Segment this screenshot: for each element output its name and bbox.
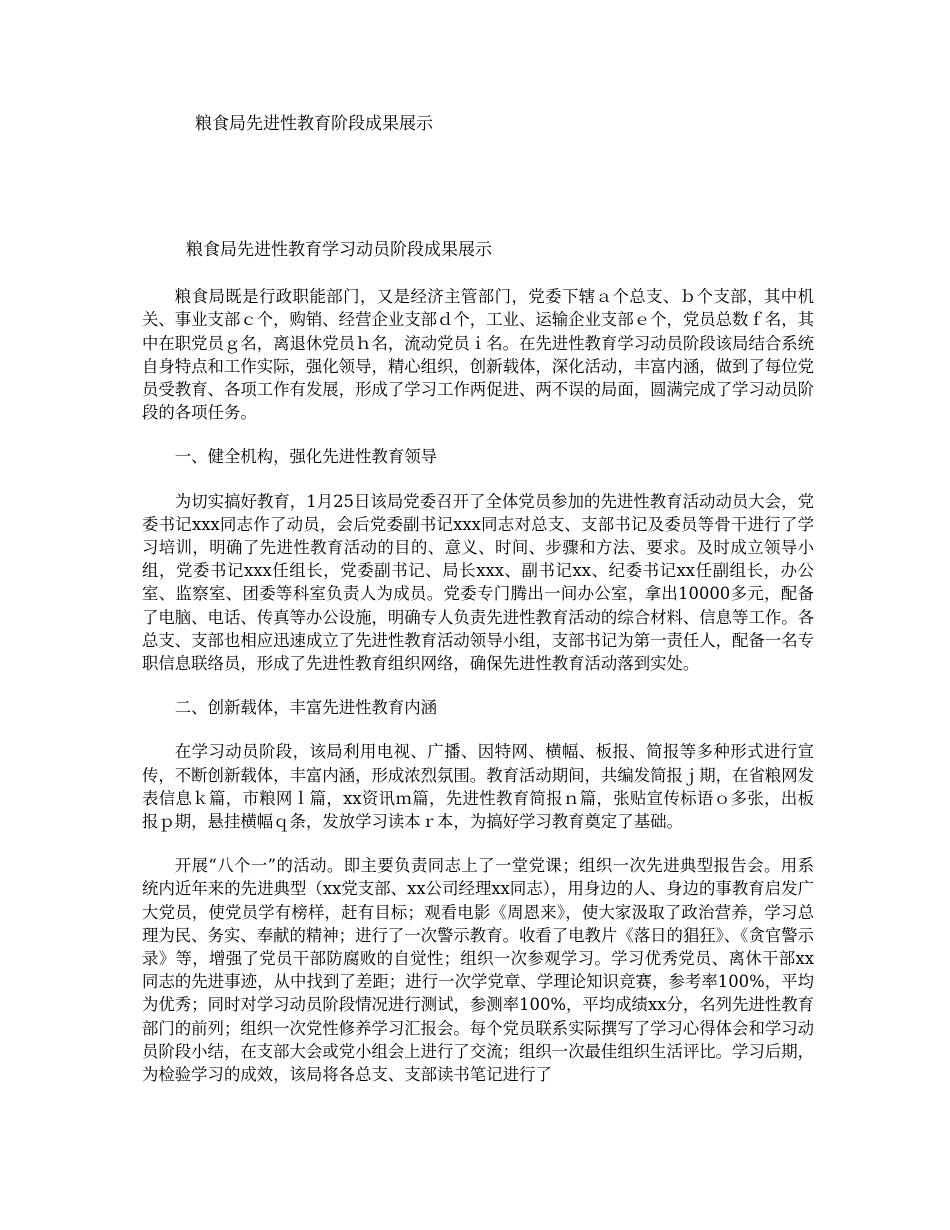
document-subtitle: 粮食局先进性教育学习动员阶段成果展示: [186, 240, 492, 260]
intro-paragraph: 粮食局既是行政职能部门，又是经济主管部门，党委下辖ａ个总支、ｂ个支部，其中机关、事业支部ｃ个，购销、经营企业支部ｄ个，工业、运输企业支部ｅ个，党员总数ｆ名，其中在职党员ｇ名，离退休党员ｈ名，流动党员ｉ名。在先进性教育学习动员阶段该局结合系统自身特点和工作实际，强化领导，精心组织，创新载体，深化活动，丰富内涵，做到了每位党员受教育、各项工作有发展，形成了学习工作两促进、两不误的局面，圆满完成了学习动员阶段的各项任务。: [142, 287, 815, 423]
document-body: [142, 239, 814, 1086]
section-2-heading: 二、创新载体，丰富先进性教育内涵: [174, 698, 438, 718]
section-2-paragraph-1: 在学习动员阶段，该局利用电视、广播、因特网、横幅、板报、简报等多种形式进行宣传，不断创新载体，丰富内涵，形成浓烈氛围。教育活动期间，共编发简报ｊ期，在省粮网发表信息ｋ篇，市粮网ｌ篇，xx资讯ｍ篇，先进性教育简报ｎ篇，张贴宣传标语ｏ多张，出板报ｐ期，悬挂横幅ｑ条，发放学习读本ｒ本，为搞好学习教育奠定了基础。: [142, 742, 815, 832]
section-1-paragraph: 为切实搞好教育，1月25日该局党委召开了全体党员参加的先进性教育活动动员大会，党委书记xxx同志作了动员，会后党委副书记xxx同志对总支、支部书记及委员等骨干进行了学习培训，明确了先进性教育活动的目的、意义、时间、步骤和方法、要求。及时成立领导小组，党委书记xxx任组长，党委副书记、局长xxx、副书记xx、纪委书记xx任副组长，办公室、监察室、团委等科室负责人为成员。党委专门腾出一间办公室，拿出10000多元，配备了电脑、电话、传真等办公设施，明确专人负责先进性教育活动的综合材料、信息等工作。各总支、支部也相应迅速成立了先进性教育活动领导小组，支部书记为第一责任人，配备一名专职信息联络员，形成了先进性教育组织网络，确保先进性教育活动落到实处。: [142, 491, 815, 674]
section-2-paragraph-2: 开展“八个一”的活动。即主要负责同志上了一堂党课；组织一次先进典型报告会。用系统内近年来的先进典型（xx党支部、xx公司经理xx同志），用身边的人、身边的事教育启发广大党员，使党员学有榜样，赶有目标；观看电影《周恩来》，使大家汲取了政治营养，学习总理为民、务实、奉献的精神；进行了一次警示教育。收看了电教片《落日的猖狂》、《贪官警示录》等，增强了党员干部防腐败的自觉性；组织一次参观学习。学习优秀党员、离休干部xx同志的先进事迹，从中找到了差距；进行一次学党章、学理论知识竞赛，参考率100%，平均为优秀；同时对学习动员阶段情况进行测试，参测率100%，平均成绩xx分，名列先进性教育部门的前列；组织一次党性修养学习汇报会。每个党员联系实际撰写了学习心得体会和学习动员阶段小结，在支部大会或党小组会上进行了交流；组织一次最佳组织生活评比。学习后期，为检验学习的成效，该局将各总支、支部读书笔记进行了: [142, 856, 815, 1085]
document-title: 粮食局先进性教育阶段成果展示: [195, 114, 433, 134]
section-1-heading: 一、健全机构，强化先进性教育领导: [174, 447, 438, 467]
